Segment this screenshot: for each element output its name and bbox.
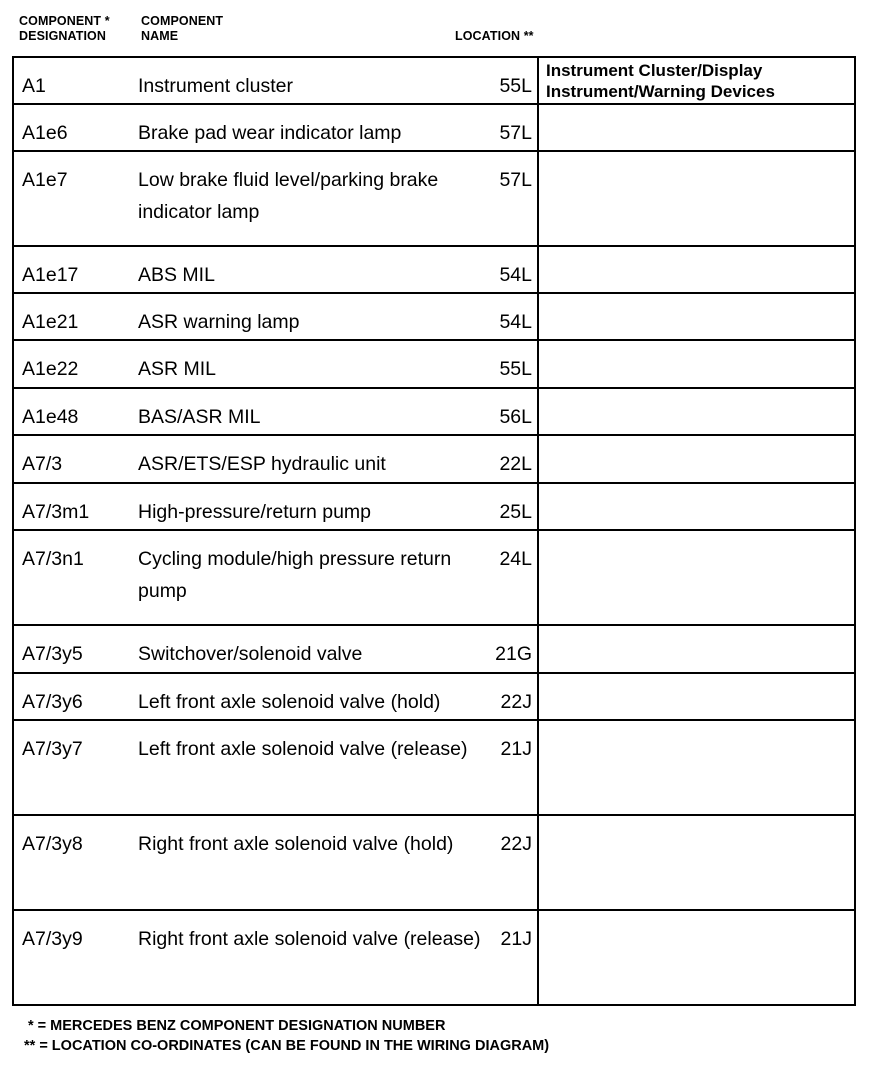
table-row	[14, 341, 537, 389]
row-designation: A7/3y7	[22, 738, 83, 760]
row-location: 54L	[499, 264, 532, 286]
row-designation: A7/3y5	[22, 643, 83, 665]
footnote-location: ** = LOCATION CO-ORDINATES (CAN BE FOUND IN THE WIRING DIAGRAM)	[24, 1038, 550, 1054]
table-row	[14, 436, 537, 484]
row-designation: A1e48	[22, 406, 79, 428]
row-name: ASR warning lamp	[138, 311, 300, 333]
row-name: High-pressure/return pump	[138, 501, 372, 523]
row-designation: A1e21	[22, 311, 79, 333]
row-designation: A1e7	[22, 169, 68, 191]
name-header-line1: COMPONENT	[141, 14, 224, 28]
designation-header-line2: DESIGNATION	[19, 29, 106, 43]
row-location: 21J	[500, 928, 532, 950]
side-box	[539, 674, 855, 721]
designation-header-line1: COMPONENT *	[19, 14, 110, 28]
table-row	[14, 911, 537, 1006]
row-name: Instrument cluster	[138, 75, 293, 97]
row-name: Left front axle solenoid valve (release)	[138, 738, 468, 760]
row-designation: A7/3y9	[22, 928, 83, 950]
side-box	[539, 389, 855, 436]
table-row	[14, 674, 537, 721]
footnote-designation: * = MERCEDES BENZ COMPONENT DESIGNATION NUMBER	[28, 1018, 446, 1034]
row-location: 55L	[499, 358, 532, 380]
side-box	[539, 152, 855, 247]
table-row	[14, 105, 537, 152]
side-box	[539, 626, 855, 674]
location-column-header: LOCATION **	[455, 29, 534, 43]
table-row	[14, 389, 537, 436]
table-row	[14, 294, 537, 341]
section-title-line1: Instrument Cluster/Display	[546, 61, 763, 80]
section-title	[546, 60, 775, 102]
row-designation: A7/3m1	[22, 501, 90, 523]
row-designation: A7/3y8	[22, 833, 83, 855]
row-location: 22J	[500, 833, 532, 855]
side-box	[539, 247, 855, 294]
side-box	[539, 531, 855, 626]
table-row	[14, 816, 537, 911]
row-name: Switchover/solenoid valve	[138, 643, 363, 665]
row-location: 54L	[499, 311, 532, 333]
row-location: 57L	[499, 122, 532, 144]
table-row	[14, 721, 537, 816]
row-designation: A7/3n1	[22, 548, 84, 570]
table-row	[14, 531, 537, 626]
row-name: Brake pad wear indicator lamp	[138, 122, 402, 144]
row-designation: A7/3	[22, 453, 63, 475]
row-location: 22J	[500, 691, 532, 713]
side-box	[539, 484, 855, 531]
row-name: Left front axle solenoid valve (hold)	[138, 691, 441, 713]
name-column-header	[141, 14, 223, 44]
row-name: Right front axle solenoid valve (release)	[138, 928, 481, 950]
side-box	[539, 341, 855, 389]
row-location: 25L	[499, 501, 532, 523]
table-row	[14, 247, 537, 294]
side-box	[539, 721, 855, 816]
row-designation: A1e6	[22, 122, 68, 144]
side-box	[539, 294, 855, 341]
row-location: 55L	[499, 75, 532, 97]
side-box	[539, 816, 855, 911]
row-designation: A1	[22, 75, 46, 97]
row-designation: A7/3y6	[22, 691, 83, 713]
row-name: ABS MIL	[138, 264, 215, 286]
designation-column-header	[19, 14, 110, 44]
row-designation: A1e17	[22, 264, 79, 286]
row-name: ASR/ETS/ESP hydraulic unit	[138, 453, 386, 475]
side-box	[539, 105, 855, 152]
name-header-line2: NAME	[141, 29, 179, 43]
row-name: Right front axle solenoid valve (hold)	[138, 833, 454, 855]
row-location: 24L	[499, 548, 532, 570]
table-row	[14, 58, 537, 105]
section-title-line2: Instrument/Warning Devices	[546, 82, 775, 101]
row-location: 22L	[499, 453, 532, 475]
table-row	[14, 484, 537, 531]
side-box	[539, 436, 855, 484]
row-name: BAS/ASR MIL	[138, 406, 261, 428]
row-name: Low brake fluid level/parking brake indicator lamp	[138, 169, 439, 223]
table-row	[14, 626, 537, 674]
row-location: 57L	[499, 169, 532, 191]
row-designation: A1e22	[22, 358, 79, 380]
row-location: 56L	[499, 406, 532, 428]
row-location: 21J	[500, 738, 532, 760]
row-location: 21G	[495, 643, 532, 665]
row-name: Cycling module/high pressure return pump	[138, 548, 452, 602]
row-name: ASR MIL	[138, 358, 217, 380]
table-row	[14, 152, 537, 247]
